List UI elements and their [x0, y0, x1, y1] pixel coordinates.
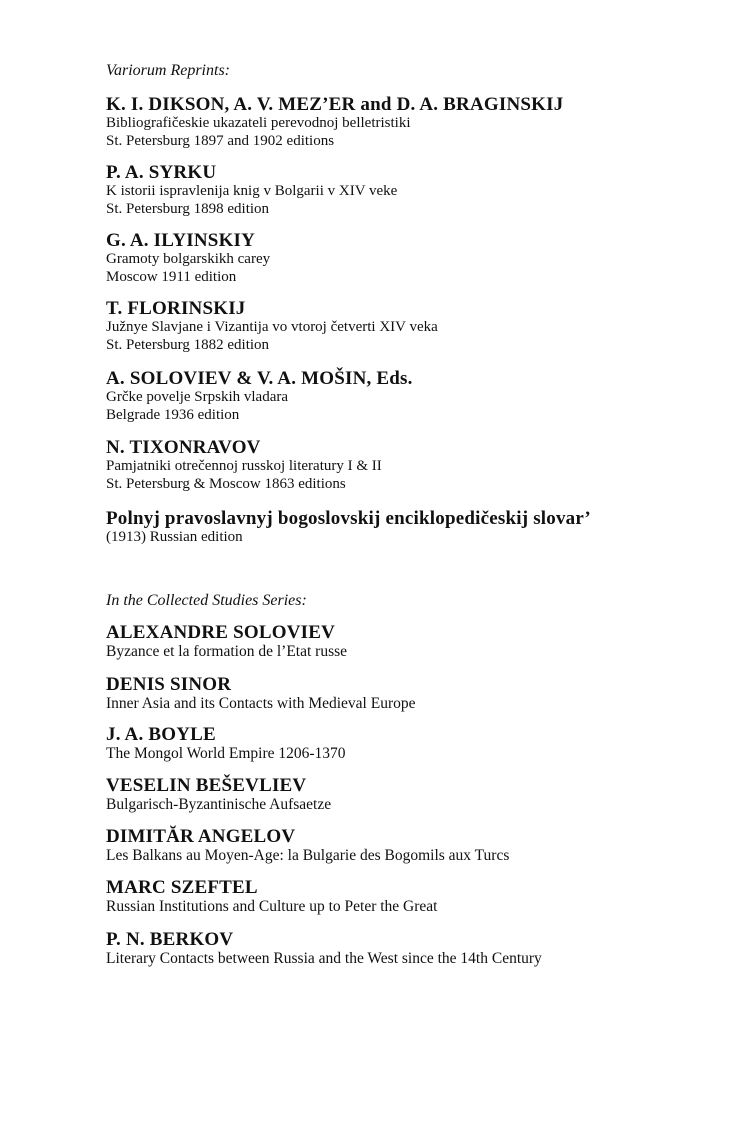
entry-edition: St. Petersburg & Moscow 1863 editions: [106, 475, 346, 492]
entry-title: Bibliografičeskie ukazateli perevodnoj belletristiki: [106, 115, 411, 131]
entry-author: P. A. SYRKU: [106, 162, 217, 183]
collected-entry-angelov: [106, 826, 672, 865]
entry-title: Grčke povelje Srpskih vladara: [106, 389, 289, 405]
collected-entry-soloviev: [106, 622, 672, 661]
variorum-entry-syrku: [106, 162, 672, 218]
entry-author: Polnyj pravoslavnyj bogoslovskij enciklopedičeskij slovar’: [106, 508, 591, 529]
entry-title: K istorii ispravlenija knig v Bolgarii v XIV veke: [106, 183, 398, 199]
variorum-entry-ilyinskiy: [106, 230, 672, 286]
collected-entry-besevliev: [106, 775, 672, 814]
entry-author: ALEXANDRE SOLOVIEV: [106, 622, 336, 643]
entry-title: The Mongol World Empire 1206-1370: [106, 745, 346, 762]
entry-edition: St. Petersburg 1898 edition: [106, 200, 270, 217]
collected-entry-szeftel: [106, 877, 672, 916]
entry-edition: Moscow 1911 edition: [106, 268, 237, 285]
entry-title: Pamjatniki otrečennoj russkoj literatury I & II: [106, 458, 382, 474]
entry-title: Južnye Slavjane i Vizantija vo vtoroj četverti XIV veka: [106, 319, 438, 335]
entry-author: A. SOLOVIEV & V. A. MOŠIN, Eds.: [106, 368, 413, 389]
entry-edition: (1913) Russian edition: [106, 529, 243, 545]
collected-entry-berkov: [106, 929, 672, 968]
collected-heading: In the Collected Studies Series:: [106, 592, 307, 609]
entry-edition: St. Petersburg 1897 and 1902 editions: [106, 132, 335, 149]
entry-edition: Belgrade 1936 edition: [106, 406, 240, 423]
variorum-heading: Variorum Reprints:: [106, 62, 230, 79]
entry-author: T. FLORINSKIJ: [106, 298, 246, 319]
entry-title: Bulgarisch-Byzantinische Aufsaetze: [106, 796, 332, 813]
entry-author: K. I. DIKSON, A. V. MEZ’ER and D. A. BRAGINSKIJ: [106, 94, 564, 115]
variorum-entry-polnyj-slovar: [106, 508, 672, 547]
variorum-entry-florinskij: [106, 298, 672, 354]
entry-author: P. N. BERKOV: [106, 929, 234, 950]
entry-author: MARC SZEFTEL: [106, 877, 258, 898]
entry-title: Les Balkans au Moyen-Age: la Bulgarie des Bogomils aux Turcs: [106, 847, 510, 864]
entry-title: Russian Institutions and Culture up to Peter the Great: [106, 898, 438, 915]
entry-author: J. A. BOYLE: [106, 724, 216, 745]
entry-edition: St. Petersburg 1882 edition: [106, 336, 270, 353]
entry-author: G. A. ILYINSKIY: [106, 230, 256, 251]
collected-entry-boyle: [106, 724, 672, 763]
entry-author: VESELIN BEŠEVLIEV: [106, 775, 307, 796]
entry-author: DENIS SINOR: [106, 674, 232, 695]
variorum-entry-tixonravov: [106, 437, 672, 493]
entry-title: Gramoty bolgarskikh carey: [106, 251, 271, 267]
entry-author: N. TIXONRAVOV: [106, 437, 261, 458]
collected-entry-sinor: [106, 674, 672, 713]
entry-title: Literary Contacts between Russia and the West since the 14th Century: [106, 950, 542, 967]
variorum-entry-soloviev-mosin: [106, 368, 672, 424]
variorum-entry-dikson: [106, 94, 672, 150]
entry-title: Inner Asia and its Contacts with Medieval Europe: [106, 695, 416, 712]
entry-title: Byzance et la formation de l’Etat russe: [106, 643, 348, 660]
entry-author: DIMITĂR ANGELOV: [106, 826, 296, 847]
